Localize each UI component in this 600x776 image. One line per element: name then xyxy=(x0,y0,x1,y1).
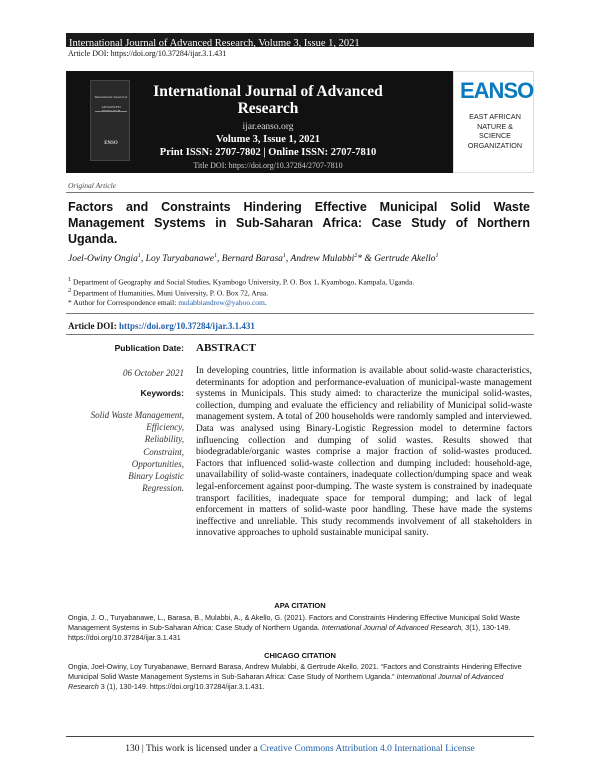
correspondence-email-link[interactable]: mulabbiandrew@yahoo.com xyxy=(178,298,265,307)
keyword: Efficiency, xyxy=(146,422,184,433)
article-type: Original Article xyxy=(68,181,116,190)
author-name: Bernard Barasa xyxy=(221,254,283,265)
org-logo-box xyxy=(453,71,534,173)
journal-cover-image xyxy=(90,80,130,161)
article-doi-top: Article DOI: https://doi.org/10.37284/ijar.3.1.431 xyxy=(68,49,227,58)
cover-label-mid: ADVANCED xyxy=(101,105,121,109)
article-doi: Article DOI: https://doi.org/10.37284/ijar.3.1.431 xyxy=(68,321,255,331)
running-title: International Journal of Advanced Research, Volume 3, Issue 1, 2021 xyxy=(69,38,360,49)
divider xyxy=(66,334,534,335)
chicago-citation-heading: CHICAGO CITATION xyxy=(264,651,336,660)
affiliation-2: $^2$ Department of Humanities, Muni University, P. O. Box 72, Arua. xyxy=(68,287,269,298)
article-title: Factors and Constraints Hindering Effective Municipal Solid Waste Management Systems in Sub-Saharan Africa: Case Study of Northern Uganda. xyxy=(68,200,530,246)
publication-date: 06 October 2021 xyxy=(123,368,184,378)
author-list: Joel-Owiny Ongia$^1$, Loy Turyabanawe$^1$, Bernard Barasa$^1$, Andrew Mulabbi$^2$* & Gertrude Akello$^1$ xyxy=(68,253,439,265)
article-doi-link[interactable]: https://doi.org/10.37284/ijar.3.1.431 xyxy=(118,321,255,331)
author-name: Andrew Mulabbi xyxy=(290,254,355,265)
apa-citation-heading: APA CITATION xyxy=(274,601,326,610)
journal-issn: Print ISSN: 2707-7802 | Online ISSN: 2707-7810 xyxy=(159,147,377,158)
keywords-label: Keywords: xyxy=(140,388,184,398)
publication-date-label: Publication Date: xyxy=(114,343,184,353)
apa-citation-text: Ongia, J. O., Turyabanawe, L., Barasa, B., Mulabbi, A., & Akello, G. (2021). Factors and Constraints Hindering Effective Municipal Solid Waste Management Systems in Sub-Saharan Africa: Case Study of Northern Uganda. International Journal of Advanced Research, 3(1), 130-149. https://doi.org/10.37284/ijar.3.1.431 xyxy=(68,613,520,642)
author-name: Joel-Owiny Ongia xyxy=(68,254,138,265)
keyword: Reliability, xyxy=(144,434,184,445)
correspondence: * Author for Correspondence email: mulabbiandrew@yahoo.com. xyxy=(68,298,267,307)
affiliation-1: $^1$ Department of Geography and Social Studies, Kyambogo University, P. O. Box 1, Kyambogo, Kampala, Uganda. xyxy=(68,276,415,287)
page-number-text: 130 | This work is licensed under a xyxy=(125,744,260,754)
license-link[interactable]: Creative Commons Attribution 4.0 International License xyxy=(259,744,475,754)
keyword: Solid Waste Management, xyxy=(90,410,184,420)
page-footer xyxy=(66,744,534,754)
org-name: EAST AFRICAN NATURE & SCIENCE ORGANIZATION xyxy=(467,112,523,150)
keyword: Binary Logistic xyxy=(128,471,184,482)
chicago-citation-text: Ongia, Joel-Owiny, Loy Turyabanawe, Bernard Barasa, Andrew Mulabbi, & Gertrude Akello. 2021. “Factors and Constraints Hindering Effective Municipal Solid Waste Management Systems in Sub-Saharan Africa: Case Study of Northern Uganda.” International Journal of Advanced Research 3 (1), 130-149. https://doi.org/10.37284/ijar.3.1.431. xyxy=(68,662,522,691)
keyword: Constraint, xyxy=(143,446,184,457)
keyword: Opportunities, xyxy=(131,458,184,469)
author-name: Gertrude Akello xyxy=(374,254,436,265)
running-header-bar xyxy=(66,33,534,47)
journal-volume: Volume 3, Issue 1, 2021 xyxy=(215,134,321,145)
divider xyxy=(66,313,534,314)
cover-label-top: International Journal of xyxy=(94,95,128,99)
divider xyxy=(66,192,534,193)
eanso-logo-icon: EANSO xyxy=(460,78,534,103)
journal-title: International Journal of Advanced Research xyxy=(153,83,383,117)
cover-brand: ENSO xyxy=(104,141,118,146)
keyword: Regression. xyxy=(142,483,184,494)
author-name: Loy Turyabanawe xyxy=(145,254,215,265)
abstract-text: In developing countries, little information is available about solid-waste characteristics, determinants for adoption and performance-evaluation of municipal-waste management systems in Municipals. This study aimed: to characterize the municipal solid-wastes, collection, dumping and evaluate the efficiency and reliability of Municipal solid-waste management system. A total of 200 households were randomly sampled and interviewed. Data was analysed using Binary-Logistic Regression model to determine factors influencing collection and dumping of solid wastes. Results showed that biodegradable/organic wastes comprise a major fraction of solid-wastes produced. Factors that influenced solid-waste collection and dumping included: household-age, unavailability of solid-waste containers, inadequate collection/dumping space and weak legal-enforcement against poor-dumping. The waste system is constrained by inadequate transport facilities, inadequate space for temporal dumping; and lack of legal enforcement in matters of solid-waste poor handling. These have made the systems ineffective and unreliable. This study recommends involvement of all stakeholders in innovative approaches to uphold sustainable municipal sanity. xyxy=(196,366,532,539)
journal-website[interactable]: ijar.eanso.org xyxy=(242,122,294,132)
footer-divider xyxy=(66,736,534,737)
abstract-heading: ABSTRACT xyxy=(196,342,256,354)
journal-title-doi: Title DOI: https://doi.org/10.37284/2707-7810 xyxy=(193,161,343,170)
cover-divider xyxy=(95,111,127,112)
keyword-list xyxy=(68,409,184,494)
